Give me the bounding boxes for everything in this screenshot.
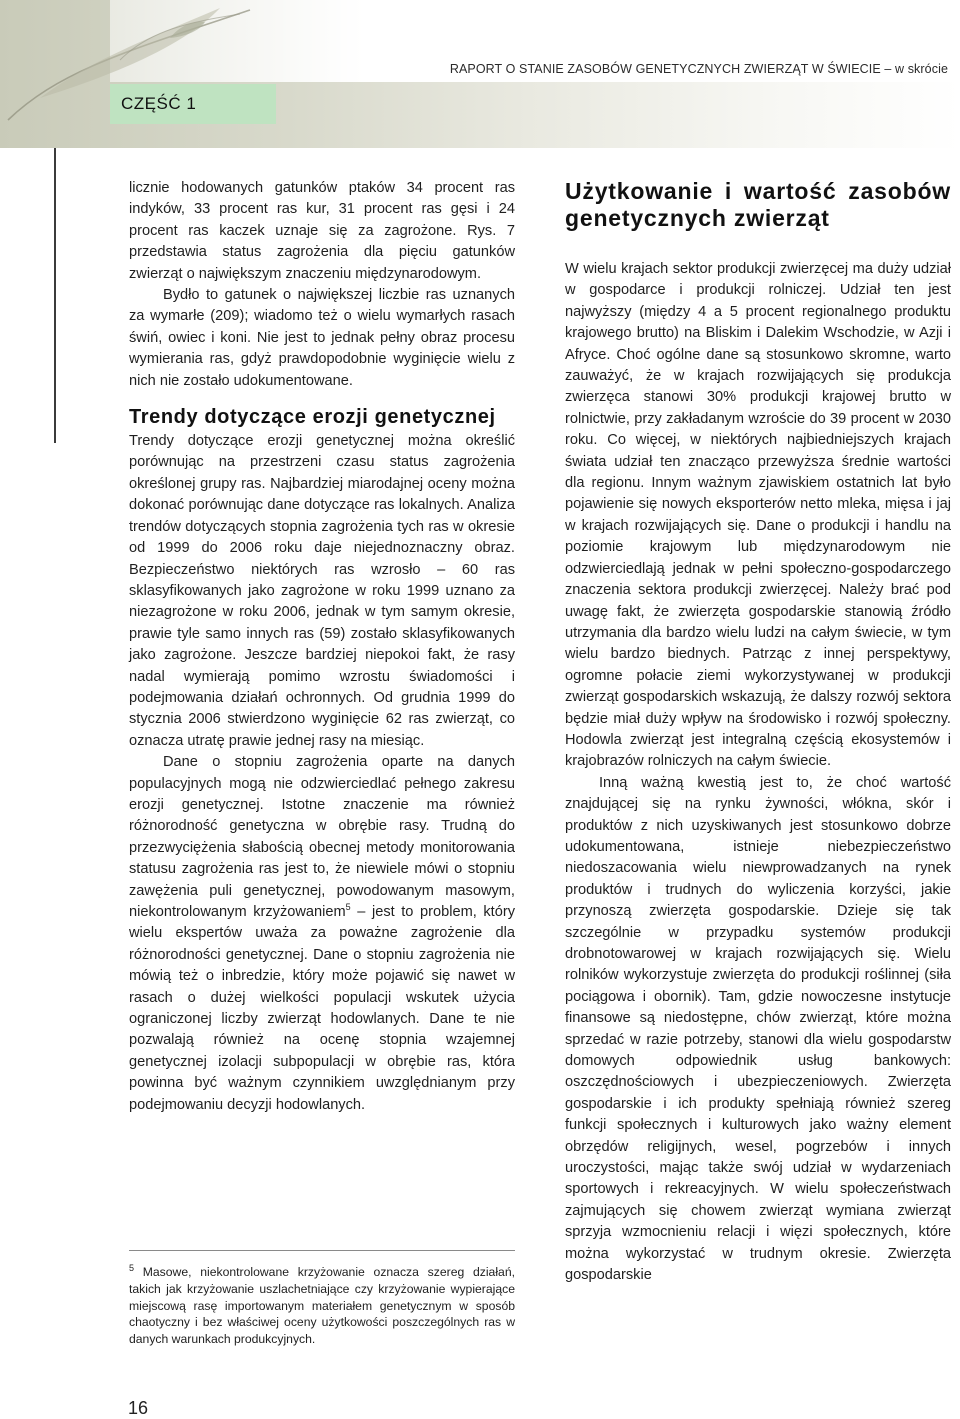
- paragraph-with-footnote: [129, 752, 515, 1116]
- footnote: [129, 1264, 515, 1348]
- paragraph: Trendy dotyczące erozji genetycznej można określić porównując na przestrzeni czasu status zagrożenia określonej grupy ras. Najbardziej miarodajnej oceny można dokonać porównując dane dotyczące ras lokalnych. Analiza trendów dotyczących stopnia zagrożenia tych ras w okresie od 1999 do 2006 roku daje niejednoznaczny obraz. Bezpieczeństwo niektórych ras wzrosło – 60 ras sklasyfikowanych jako zagrożone w roku 1999 uznano za niezagrożone w roku 2006, jednak w tym samym okresie, prawie tyle samo innych ras (59) zostało sklasyfikowanych jako zagrożone. Jeszcze bardziej niepokoi fakt, że rasy nadal wymierają pomimo wzrostu świadomości i podejmowania działań ochronnych. Od grudnia 1999 do stycznia 2006 stwierdzono wyginięcie 62 ras zwierząt, co oznacza utratę prawie jednej rasy na miesiąc.: [129, 433, 515, 749]
- footnote-mark: 5: [129, 1262, 135, 1273]
- footnote-reference: 5: [345, 902, 351, 913]
- footnote-text: Masowe, niekontrolowane krzyżowanie oznacza szereg działań, takich jak krzyżowanie uszlachetniające czy krzyżowanie wypierające miejscową rasę importowanym materiałem genetycznym w sposób chaotyczny i bez właściwej oceny użytkowości poszczególnych ras w danych warunkach produkcyjnych.: [129, 1265, 515, 1347]
- footnote-separator: [129, 1250, 515, 1251]
- right-column: [565, 178, 951, 1287]
- report-running-title: RAPORT O STANIE ZASOBÓW GENETYCZNYCH ZWIERZĄT W ŚWIECIE – w skrócie: [449, 62, 948, 76]
- paragraph: Inną ważną kwestią jest to, że choć wartość znajdującej się na rynku żywności, włókna, skór i produktów z nich uzyskiwanych jest stosunkowo dobrze udokumentowana, istnieje niebezpieczeństwo niedoszacowania wielu niewprowadzanych na rynek produktów i trudnych do wyliczenia korzyści, jakie przynoszą zwierzęta gospodarskie. Dzieje się tak szczególnie w przypadku systemów produkcji drobnotowarowej w krajach rozwijających się. Wielu rolników wykorzystuje zwierzęta do produkcji roślinnej (siła pociągowa i obornik). Tam, gdzie nowoczesne instytucje finansowe są niedostępne, chów zwierząt, które można sprzedać w razie potrzeby, stanowi dla wielu gospodarstw domowych odpowiednik usług bankowych: oszczędnościowych i ubezpieczeniowych. Zwierzęta gospodarskie i ich produkty spełniają również szereg funkcji społecznych i kulturowych jako ważny element obrzędów religijnych, wesel, pogrzebów i innych uroczystości, mając także swój udział w wydarzeniach sportowych i rekreacyjnych. W wielu społeczeństwach zajmujących się chowem zwierząt wymiana zwierząt sprzyja wzmocnieniu relacji i więzi społecznych, które można wykorzystać w trudnym okresie. Zwierzęta gospodarskie: [565, 774, 951, 1284]
- paragraph: licznie hodowanych gatunków ptaków 34 procent ras indyków, 33 procent ras kur, 31 procent ras gęsi i 24 procent ras kaczek uznaje się za zagrożone. Rys. 7 przedstawia status zagrożenia dla pięciu gatunków zwierząt o największym znaczeniu międzynarodowym.: [129, 180, 515, 282]
- paragraph-text: Dane o stopniu zagrożenia oparte na danych populacyjnych mogą nie odzwierciedlać pełnego zakresu erozji genetycznej. Istotne znaczenie ma również różnorodność genetyczna w obrębie rasy. Trudną do przezwyciężenia słabością obecnej metody monitorowania statusu zagrożenia ras jest to, że niewiele mówi o stopniu zawężenia puli genetycznej, powodowanym masowym, niekontrolowanym krzyżowaniem: [129, 754, 515, 920]
- paragraph-text: – jest to problem, który wielu ekspertów uważa za poważne zagrożenie dla różnorodności genetycznej. Dane o stopniu zagrożenia nie mówią też o inbredzie, który może pojawić się nawet w rasach o dużej wielkości populacji wskutek użycia ograniczonej liczby zwierząt hodowlanych. Dane te nie pozwalają również na ocenę stopnia wzajemnej genetycznej izolacji subpopulacji w obrębie ras, która powinna być ważnym czynnikiem uwzględnianym przy podejmowaniu decyzji hodowlanych.: [129, 904, 515, 1113]
- margin-vertical-rule: [54, 148, 56, 443]
- feather-illustration-icon: [0, 0, 300, 150]
- left-column: [129, 178, 515, 1116]
- part-label: CZĘŚĆ 1: [121, 94, 197, 113]
- page-number: 16: [128, 1398, 149, 1418]
- section-heading-erosion-trends: Trendy dotyczące erozji genetycznej: [129, 406, 496, 429]
- section-heading-usage-value: Użytkowanie i wartość zasobów genetycznych zwierząt: [565, 178, 951, 231]
- paragraph: Bydło to gatunek o największej liczbie ras uznanych za wymarłe (209); wiadomo też o wielu wymarłych rasach świń, owiec i koni. Nie jest to jednak pełny obraz procesu wymierania ras, gdyż prawdopodobnie wyginięcie wielu z nich nie zostało udokumentowane.: [129, 287, 515, 389]
- paragraph: W wielu krajach sektor produkcji zwierzęcej ma duży udział w gospodarce i produkcji rolniczej. Udział ten jest najwyższy (między 4 a 5 procent regionalnego produktu krajowego brutto) na Bliskim i Dalekim Wschodzie, w Azji i Afryce. Choć ogólne dane są stosunkowo skromne, warto zauważyć, że w krajach rozwijających się produkcja zwierzęca stanowi 30% produkcji krajowej brutto w rolnictwie, przy zakładanym wzroście do 39 procent w 2030 roku. Co więcej, w niektórych najbiedniejszych krajach świata udział ten znacząco przewyższa średnie wartości dla regionu. Innym ważnym zjawiskiem ostatnich lat było pojawienie się nowych eksporterów netto mleka, mięsa i jaj w krajach rozwijających się. Dane o produkcji i handlu na poziomie krajowym lub międzynarodowym nie odzwierciedlają jednak w pełni społeczno-gospodarczego znaczenia sektora produkcji zwierzęcej. Należy brać pod uwagę fakt, że zwierzęta gospodarskie stanowią źródło utrzymania dla bardzo wielu ludzi na całym świecie, w tym wielu bardzo biednych. Patrząc z innej perspektywy, ogromne połacie ziemi wykorzystywanej w produkcji zwierząt gospodarskich wskazują, że dalszy rozwój sektora będzie miał duży wpływ na środowisko i rozwój społeczny. Hodowla zwierząt jest integralną częścią ekosystemów i krajobrazów rolniczych na całym świecie.: [565, 261, 951, 770]
